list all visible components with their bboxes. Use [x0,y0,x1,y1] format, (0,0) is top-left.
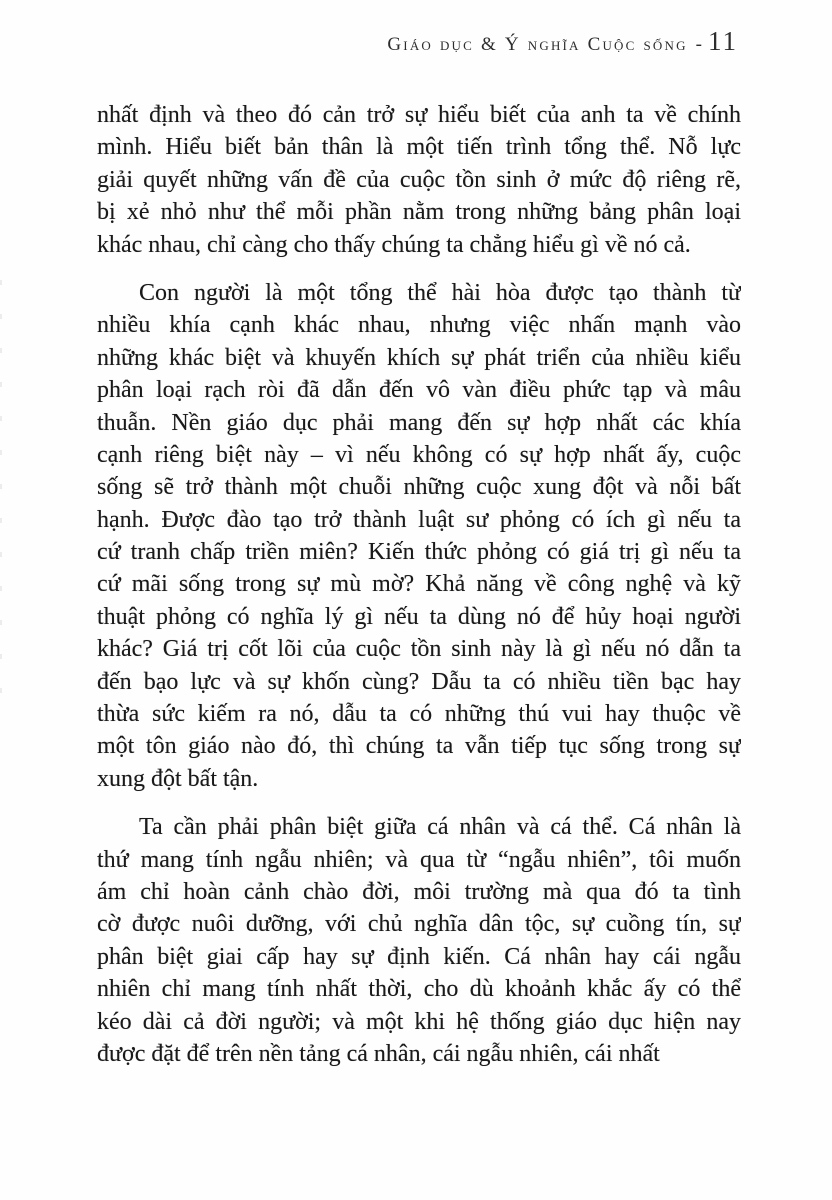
text-line: đến bạo lực và sự khốn cùng? Dẫu ta có nhiều tiền bạc hay [97,668,741,695]
text-line: những khác biệt và khuyến khích sự phát triển của nhiều kiểu [97,344,741,371]
text-line: nhiên chỉ mang tính nhất thời, cho dù khoảnh khắc ấy có thể [97,976,741,1003]
paragraph [97,277,741,795]
text-line: Ta cần phải phân biệt giữa cá nhân và cá thể. Cá nhân là [139,814,741,841]
text-line: thuật phỏng có nghĩa lý gì nếu ta dùng nó để hủy hoại người [97,603,741,630]
text-line: xung đột bất tận. [97,765,259,792]
text-line: ám chỉ hoàn cảnh chào đời, môi trường mà qua đó ta tình [97,878,741,905]
running-header-title: Giáo dục & Ý nghĩa Cuộc sống [387,34,688,55]
text-line: cạnh riêng biệt này – vì nếu không có sự hợp nhất ấy, cuộc [97,441,741,468]
text-line: khác nhau, chỉ càng cho thấy chúng ta chẳng hiểu gì về nó cả. [97,231,691,258]
running-header-separator: - [695,34,702,55]
text-line: phân loại rạch ròi đã dẫn đến vô vàn điều phức tạp và mâu [97,377,741,404]
text-line: cứ tranh chấp triền miên? Kiến thức phỏng có giá trị gì nếu ta [97,539,741,566]
text-line: khác? Giá trị cốt lõi của cuộc tồn sinh này là gì nếu nó dẫn ta [97,636,741,663]
text-line: hạnh. Được đào tạo trở thành luật sư phỏng có ích gì nếu ta [97,506,741,533]
text-line: bị xẻ nhỏ như thể mỗi phần nằm trong những bảng phân loại [97,199,741,226]
text-line: nhất định và theo đó cản trở sự hiểu biết của anh ta về chính [97,102,741,128]
paragraph [97,811,741,1070]
text-line: cờ được nuôi dưỡng, với chủ nghĩa dân tộc, sự cuồng tín, sự [97,911,741,938]
text-line: giải quyết những vấn đề của cuộc tồn sinh ở mức độ riêng rẽ, [97,166,741,193]
page-body [97,99,741,1070]
text-line: một tôn giáo nào đó, thì chúng ta vẫn tiếp tục sống trong sự [97,733,741,760]
text-line: thừa sức kiếm ra nó, dẫu ta có những thú vui hay thuộc về [97,701,741,728]
running-header [95,26,738,57]
text-line: phân biệt giai cấp hay sự định kiến. Cá nhân hay cái ngẫu [97,943,741,970]
text-line: kéo dài cả đời người; và một khi hệ thống giáo dục hiện nay [97,1008,741,1035]
text-line: mình. Hiểu biết bản thân là một tiến trình tổng thể. Nỗ lực [97,134,741,161]
text-line: nhiều khía cạnh khác nhau, nhưng việc nhấn mạnh vào [97,312,741,339]
text-line: thứ mang tính ngẫu nhiên; và qua từ “ngẫu nhiên”, tôi muốn [97,846,741,873]
text-line: sống sẽ trở thành một chuỗi những cuộc xung đột và nỗi bất [97,474,741,501]
paragraph [97,99,741,261]
page-number: 11 [708,26,738,56]
text-line: thuẫn. Nền giáo dục phải mang đến sự hợp nhất các khía [97,409,741,436]
text-line: Con người là một tổng thể hài hòa được tạo thành từ [139,279,741,306]
text-line: cứ mãi sống trong sự mù mờ? Khả năng về công nghệ và kỹ [97,571,741,598]
text-line: được đặt để trên nền tảng cá nhân, cái ngẫu nhiên, cái nhất [97,1040,660,1067]
